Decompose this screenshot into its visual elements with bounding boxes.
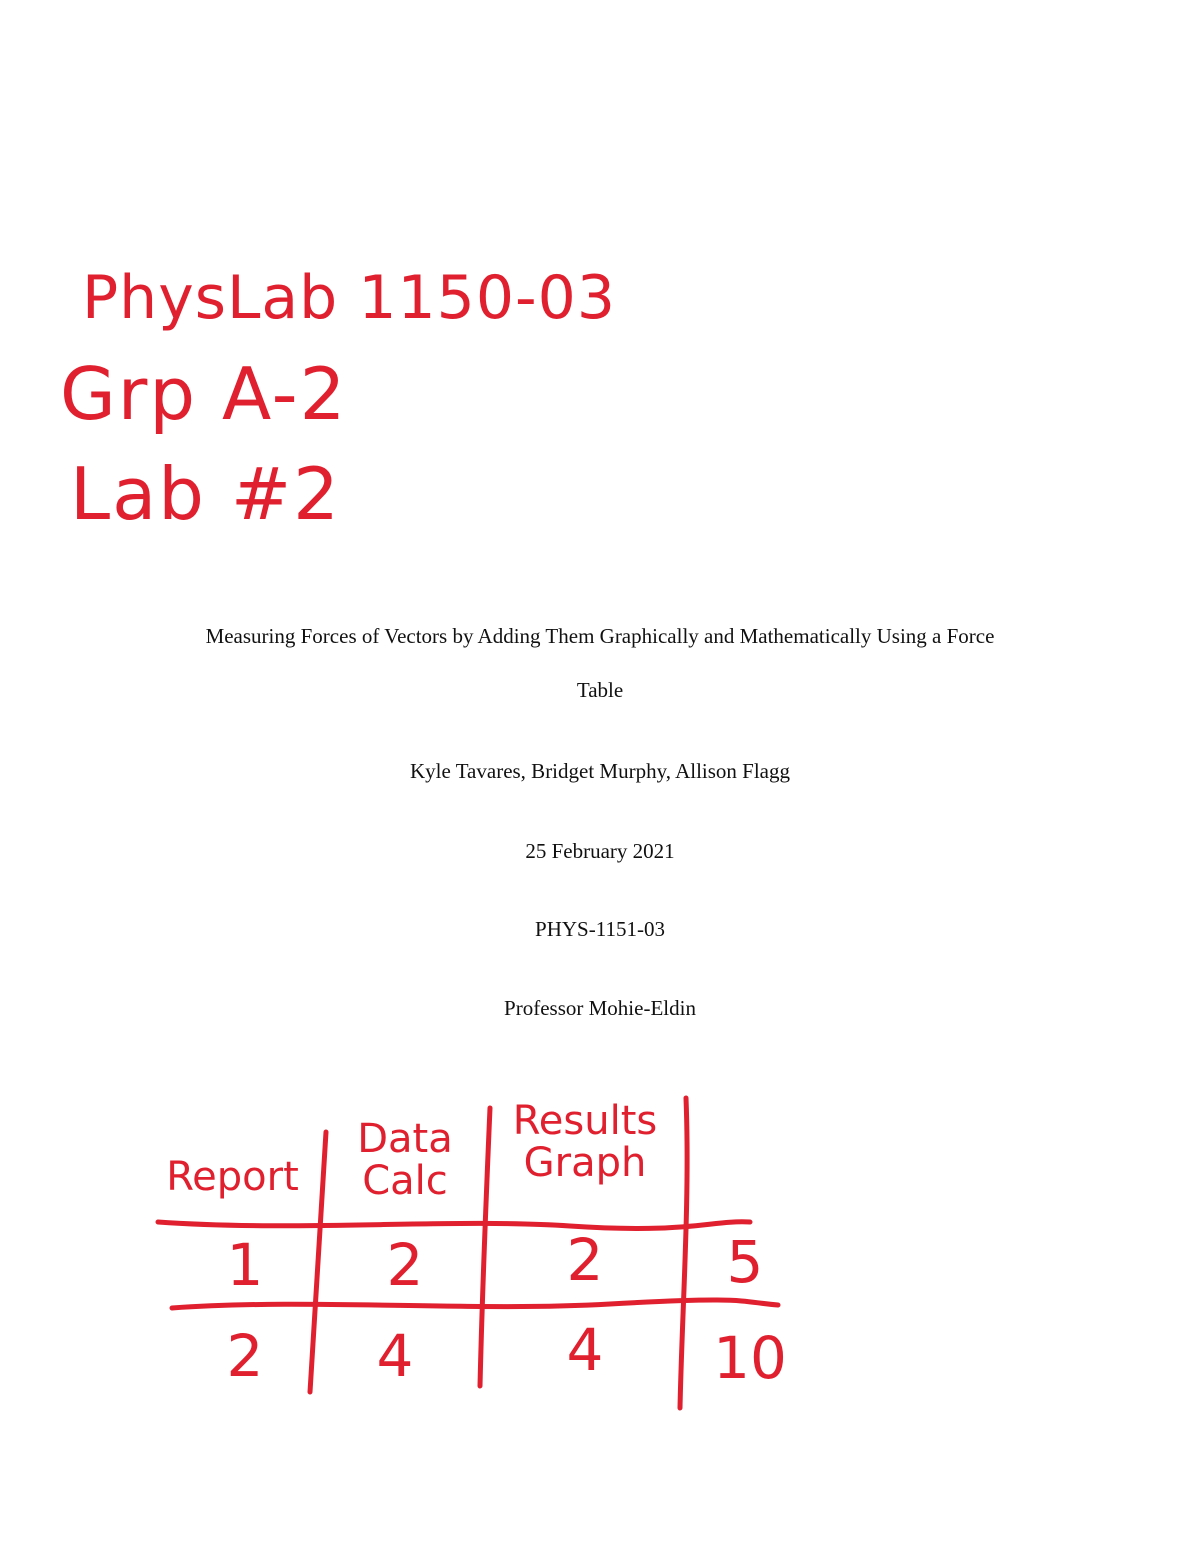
header-report: Report [166,1154,299,1200]
grade-table [150,1090,810,1420]
row2-data-calc: 4 [376,1322,414,1390]
grid-horizontal-1 [158,1222,750,1229]
header-results-graph: Results Graph [512,1098,658,1186]
professor: Professor Mohie-Eldin [504,996,696,1020]
course-code: PHYS-1151-03 [535,917,665,941]
row1-data-calc: 2 [386,1231,424,1299]
handwritten-course: PhysLab 1150-03 [82,263,617,333]
authors: Kyle Tavares, Bridget Murphy, Allison Flagg [410,759,790,783]
title-line-2: Table [576,678,624,702]
title-line-1: Measuring Forces of Vectors by Adding Them Graphically and Mathematically Using a Force [205,624,995,648]
handwritten-lab: Lab #2 [70,452,341,536]
row2-total: 10 [713,1324,787,1392]
grid-vertical-2 [480,1108,490,1386]
row1-results-graph: 2 [566,1226,604,1294]
row1-total: 5 [726,1228,764,1296]
grid-vertical-3 [680,1098,687,1408]
grid-horizontal-2 [172,1300,778,1308]
handwritten-group: Grp A-2 [60,352,348,436]
row1-report: 1 [226,1231,264,1299]
header-data-calc: Data Calc [357,1116,453,1204]
row2-results-graph: 4 [566,1316,604,1384]
date: 25 February 2021 [525,839,675,863]
row2-report: 2 [226,1322,264,1390]
